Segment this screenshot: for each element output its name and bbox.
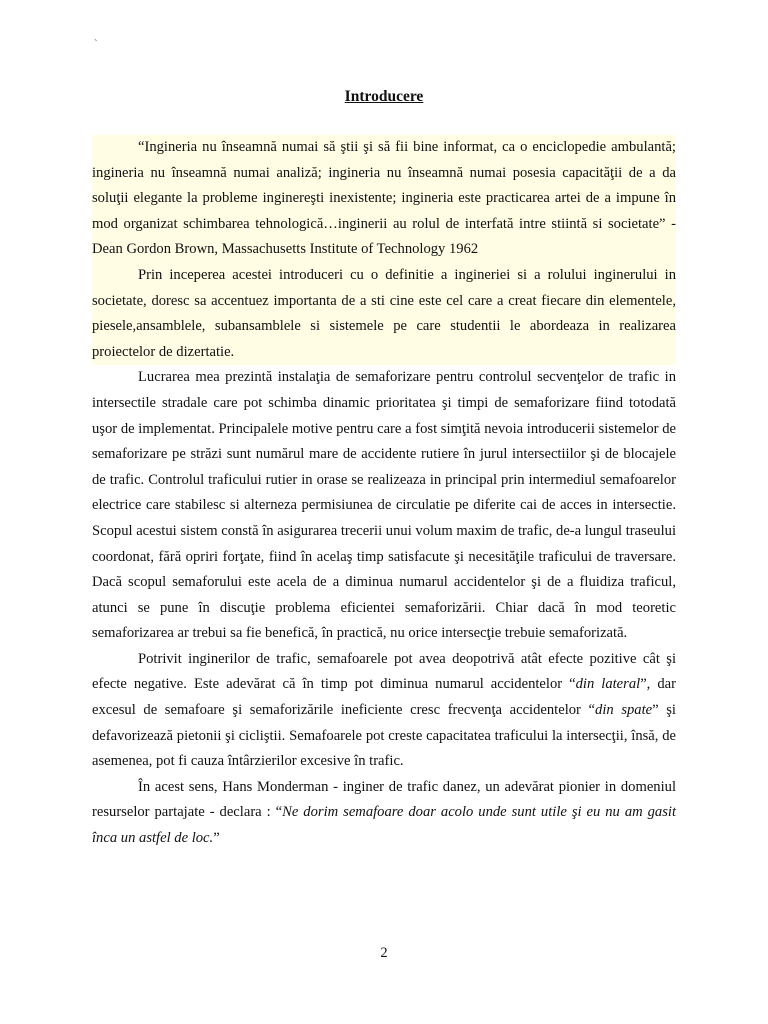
body-paragraph-1: Lucrarea mea prezintă instalaţia de semaforizare pentru controlul secvenţelor de trafic in intersectile stradale care pot schimba dinamic prioritatea şi timpi de semaforizare fiind totodată uşor de implementat. Principalele motive pentru care a fost simţită nevoia introducerii sistemelor de semaforizare pe străzi sunt numărul mare de accidente rutiere în jurul intersectiilor şi de blocajele de trafic. Controlul traficului rutier in orase se realizeaza in principal prin intermediul semafoarelor electrice care stabilesc si alterneza permisiunea de circulatie pe diferite cai de acces in intersectie. Scopul acestui sistem constă în asigurarea trecerii unui volum maxim de trafic, de-a lungul traseului coordonat, fără opriri forţate, fiind în acelaş timp satisfacute şi necesităţile traficului de traversare. Dacă scopul semaforului este acela de a diminua numarul accidentelor şi de a fluidiza traficul, atunci se pune în discuţie problema eficientei semaforizării. Chiar dacă în mod teoretic semaforizarea ar trebui sa fie benefică, în practică, nu orice intersecţie trebuie semaforizată.	[92, 369, 676, 642]
body-paragraph-2	[92, 647, 676, 775]
corner-mark: `	[94, 38, 98, 50]
page-title: Introducere	[344, 88, 424, 105]
quote-paragraph: “Ingineria nu înseamnă numai să ştii şi să fii bine informat, ca o enciclopedie ambulantă; ingineria nu înseamnă numai analiză; ingineria nu înseamnă numai posesia capacităţii de a da soluţii elegante la probleme inginereşti inexistente; ingineria este practicarea artei de a impune în mod organizat schimbarea tehnologică…inginerii au rolul de interfată intre stiintă si societate” - Dean Gordon Brown, Massachusetts Institute of Technology 1962	[92, 135, 676, 263]
emphasis-text: din lateral	[575, 676, 641, 693]
paragraph-text: ”	[213, 830, 220, 847]
quote-emphasis: Ne dorim semafoare doar acolo unde sunt utile şi eu nu am gasit înca un astfel de loc.	[92, 804, 677, 847]
paragraph-text: ” şi defavorizează pietonii şi cicliştii. Semafoarele pot creste capacitatea traficului la intersecţii, însă, de asemenea, pot fi cauza întârzierilor excesive în trafic.	[92, 702, 676, 770]
paragraph-text: În acest sens, Hans Monderman - inginer de trafic danez, un adevărat pionier in domeniul resurselor partajate - declara : “	[92, 778, 676, 821]
paragraph-text: Potrivit inginerilor de trafic, semafoarele pot avea deopotrivă atât efecte pozitive cât şi efecte negative. Este adevărat că în timp pot diminua numarul accidentelor “	[92, 650, 676, 693]
intro-paragraph: Prin inceperea acestei introduceri cu o definitie a ingineriei si a rolului inginerului in societate, doresc sa accentuez importanta de a sti cine este cel care a creat fiecare din elementele, piesele,ansamblele, subansamblele si sistemele pe care studentii le abordeaza in realizarea proiectelor de dizertatie.	[92, 263, 676, 365]
document-body	[92, 133, 676, 852]
page-number: 2	[380, 945, 388, 961]
paragraph-text: ”, dar excesul de semafoare şi semaforizările ineficiente cresc frecvenţa accidentelor “	[92, 676, 676, 719]
emphasis-text: din spate	[595, 702, 653, 719]
body-paragraph-3	[92, 775, 676, 852]
